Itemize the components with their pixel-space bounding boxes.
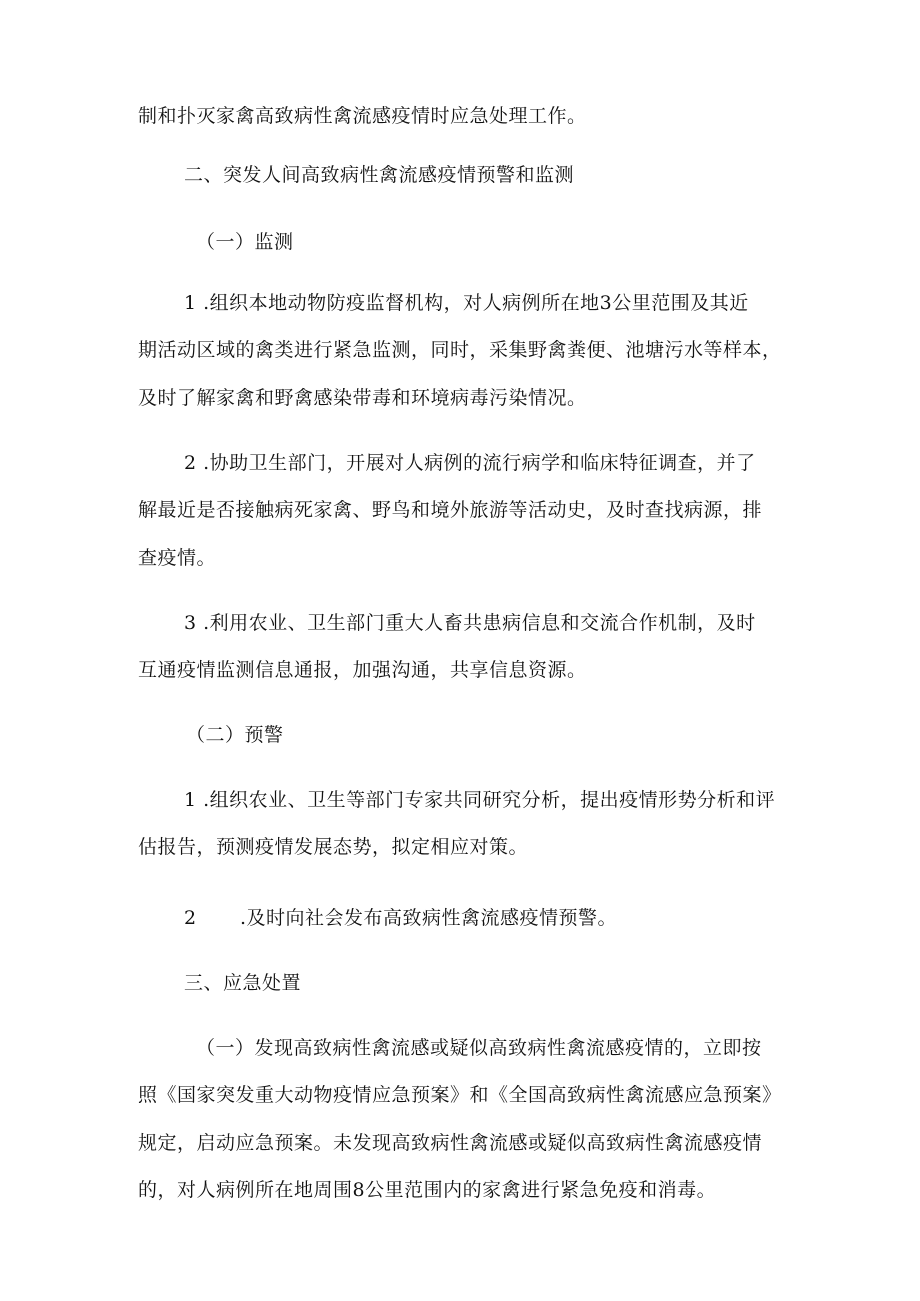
paragraph-line: 估报告，预测疫情发展态势，拟定相应对策。	[138, 836, 529, 858]
paragraph-line: 规定，启动应急预案。未发现高致病性禽流感或疑似高致病性禽流感疫情	[138, 1132, 763, 1154]
paragraph-line: 1 .组织农业、卫生等部门专家共同研究分析，提出疫情形势分析和评	[184, 789, 776, 811]
paragraph-line: .及时向社会发布高致病性禽流感疫情预警。	[240, 907, 618, 929]
section-heading: 二、突发人间高致病性禽流感疫情预警和监测	[184, 164, 575, 186]
paragraph-line: 互通疫情监测信息通报，加强沟通，共享信息资源。	[138, 659, 587, 681]
section-heading: 三、应急处置	[184, 972, 302, 994]
subsection-heading: （一）监测	[196, 231, 294, 253]
paragraph-line: 及时了解家禽和野禽感染带毒和环境病毒污染情况。	[138, 387, 587, 409]
paragraph-line: 制和扑灭家禽高致病性禽流感疫情时应急处理工作。	[138, 105, 587, 127]
list-number: 2	[184, 907, 197, 929]
paragraph-line: 照《国家突发重大动物疫情应急预案》和《全国高致病性禽流感应急预案》	[138, 1084, 782, 1106]
paragraph-line: 的，对人病例所在地周围8公里范围内的家禽进行紧急免疫和消毒。	[138, 1179, 717, 1201]
paragraph-line: 查疫情。	[138, 547, 217, 569]
paragraph-line: 2 .协助卫生部门，开展对人病例的流行病学和临床特征调查，并了	[184, 452, 756, 474]
paragraph-line: 3 .利用农业、卫生部门重大人畜共患病信息和交流合作机制，及时	[184, 612, 756, 634]
paragraph-line: 1 .组织本地动物防疫监督机构，对人病例所在地3公里范围及其近	[184, 292, 749, 314]
subsection-heading: （二）预警	[186, 724, 284, 746]
paragraph-line: （一）发现高致病性禽流感或疑似高致病性禽流感疫情的，立即按	[196, 1037, 762, 1059]
paragraph-line: 解最近是否接触病死家禽、野鸟和境外旅游等活动史，及时查找病源，排	[138, 499, 763, 521]
paragraph-line: 期活动区域的禽类进行紧急监测，同时，采集野禽粪便、池塘污水等样本，	[138, 339, 782, 361]
